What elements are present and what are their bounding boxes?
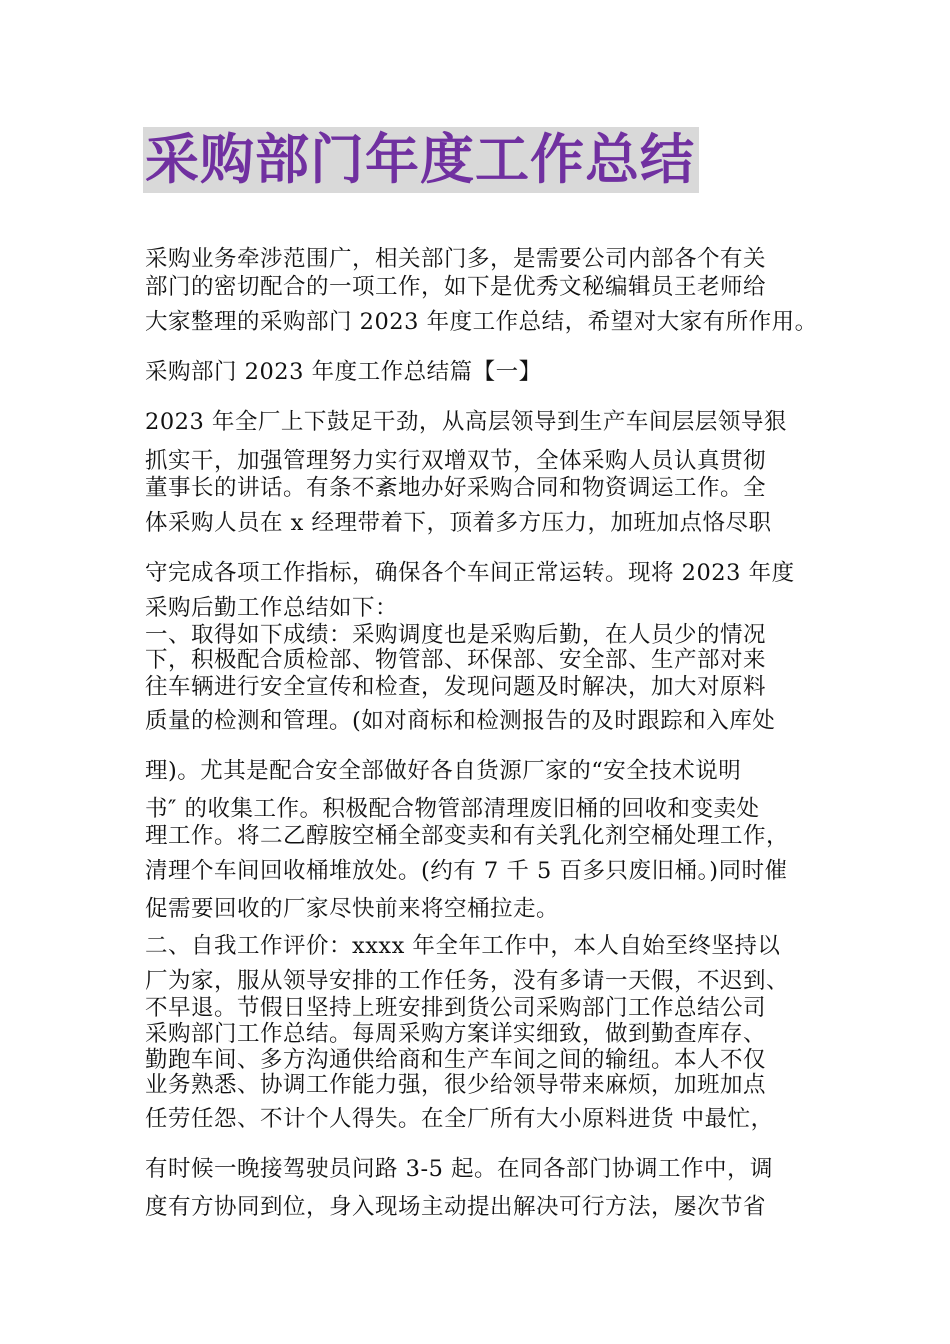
paragraph-line: 质量的检测和管理。(如对商标和检测报告的及时跟踪和入库处 — [145, 708, 776, 734]
paragraph-line: 大家整理的采购部门 2023 年度工作总结，希望对大家有所作用。 — [145, 309, 818, 335]
paragraph-line: 一、取得如下成绩：采购调度也是采购后勤，在人员少的情况 — [145, 622, 767, 648]
paragraph-line: 业务熟悉、协调工作能力强，很少给领导带来麻烦，加班加点 — [145, 1072, 767, 1098]
paragraph-line: 有时候一晚接驾驶员问路 3-5 起。在同各部门协调工作中，调 — [145, 1156, 774, 1182]
paragraph-line: 勤跑车间、多方沟通供给商和生产车间之间的输纽。本人不仅 — [145, 1047, 767, 1073]
paragraph-line: 不早退。节假日坚持上班安排到货公司采购部门工作总结公司 — [145, 995, 767, 1021]
paragraph-line: 往车辆进行安全宣传和检查，发现问题及时解决，加大对原料 — [145, 674, 767, 700]
paragraph-line: 理工作。将二乙醇胺空桶全部变卖和有关乳化剂空桶处理工作， — [145, 823, 790, 849]
paragraph-line: 清理个车间回收桶堆放处。(约有 7 千 5 百多只废旧桶。)同时催 — [145, 858, 788, 884]
paragraph-line: 促需要回收的厂家尽快前来将空桶拉走。 — [145, 896, 560, 922]
paragraph-line: 部门的密切配合的一项工作，如下是优秀文秘编辑员王老师给 — [145, 274, 767, 300]
paragraph-line: 采购后勤工作总结如下： — [145, 595, 399, 621]
paragraph-line: 任劳任怨、不计个人得失。在全厂所有大小原料进货 中最忙， — [145, 1106, 774, 1132]
section-heading: 采购部门 2023 年度工作总结篇【一】 — [145, 359, 542, 385]
paragraph-line: 采购业务牵涉范围广，相关部门多，是需要公司内部各个有关 — [145, 246, 767, 272]
paragraph-line: 董事长的讲话。有条不紊地办好采购合同和物资调运工作。全 — [145, 475, 767, 501]
paragraph-line: 下，积极配合质检部、物管部、环保部、安全部、生产部对来 — [145, 647, 767, 673]
paragraph-line: 体采购人员在 x 经理带着下，顶着多方压力，加班加点恪尽职 — [145, 510, 772, 536]
paragraph-line: 二、自我工作评价：xxxx 年全年工作中，本人自始至终坚持以 — [145, 933, 781, 959]
paragraph-line: 采购部门工作总结。每周采购方案详实细致，做到勤查库存、 — [145, 1021, 767, 1047]
paragraph-line: 理)。尤其是配合安全部做好各自货源厂家的“安全技术说明 — [145, 758, 742, 784]
paragraph-line: 抓实干，加强管理努力实行双增双节，全体采购人员认真贯彻 — [145, 448, 767, 474]
paragraph-line: 2023 年全厂上下鼓足干劲，从高层领导到生产车间层层领导狠 — [145, 409, 787, 435]
paragraph-line: 度有方协同到位，身入现场主动提出解决可行方法，屡次节省 — [145, 1194, 767, 1220]
document-title: 采购部门年度工作总结 — [143, 127, 699, 193]
paragraph-line: 厂为家，服从领导安排的工作任务，没有多请一天假，不迟到、 — [145, 968, 790, 994]
paragraph-line: 书″ 的收集工作。积极配合物管部清理废旧桶的回收和变卖处 — [145, 796, 760, 822]
paragraph-line: 守完成各项工作指标，确保各个车间正常运转。现将 2023 年度 — [145, 560, 795, 586]
